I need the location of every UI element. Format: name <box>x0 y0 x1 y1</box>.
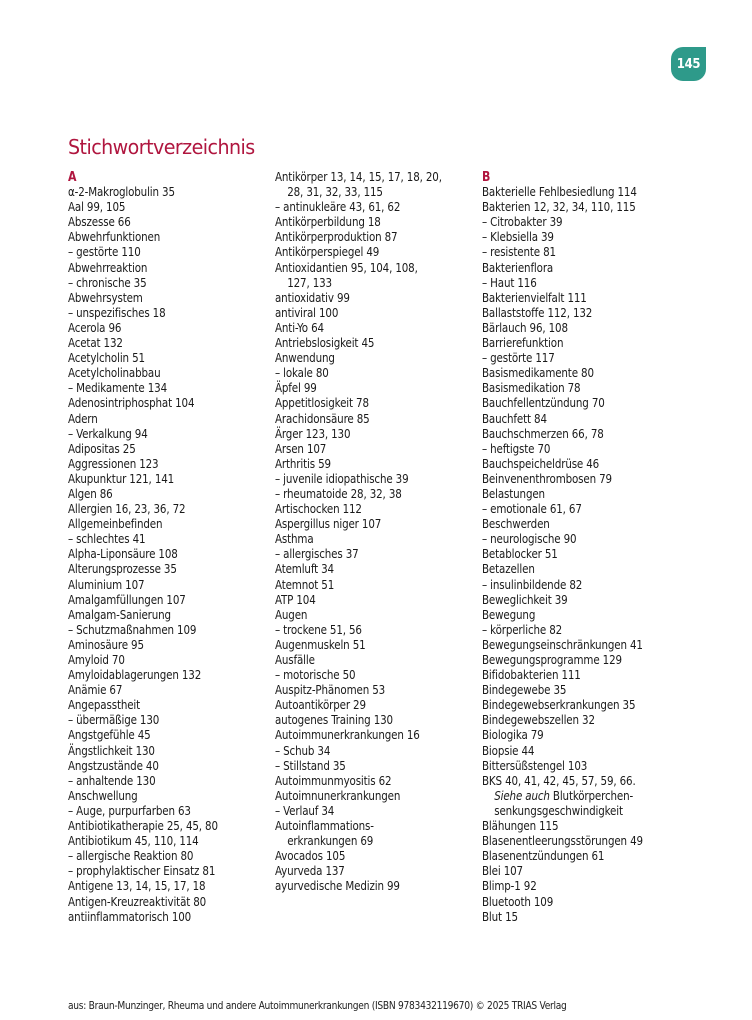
index-entry: Aspergillus niger 107 <box>275 517 382 532</box>
index-entry: ATP 104 <box>275 592 316 607</box>
index-subentry: – Medikamente 134 <box>68 381 256 396</box>
index-entry: Autoimmunerkrankungen 16 <box>275 728 420 743</box>
index-entry: Akupunktur 121, 141 <box>68 471 175 486</box>
index-entry: Bindegewebe 35 <box>482 683 567 698</box>
index-entry: Blasenentzündungen 61 <box>482 849 605 864</box>
index-entry: Avocados 105 <box>275 849 346 864</box>
index-entry-continuation: erkrankungen 69 <box>287 834 374 849</box>
index-entry: Artischocken 112 <box>275 502 362 517</box>
index-entry: Bauchfett 84 <box>482 411 547 426</box>
index-entry: Antibiotikatherapie 25, 45, 80 <box>68 819 218 834</box>
index-entry: Arachidonsäure 85 <box>275 411 370 426</box>
index-entry: Beweglichkeit 39 <box>482 592 568 607</box>
index-entry: Bakterien 12, 32, 34, 110, 115 <box>482 200 636 215</box>
index-entry: Bindegewebserkrankungen 35 <box>482 698 636 713</box>
index-entry: Algen 86 <box>68 486 113 501</box>
index-subentry: – chronische 35 <box>68 276 256 291</box>
index-entry: Bluetooth 109 <box>482 894 554 909</box>
index-entry: Blei 107 <box>482 864 523 879</box>
index-subentry: – motorische 50 <box>275 668 463 683</box>
index-entry-continuation: 28, 31, 32, 33, 115 <box>287 185 383 200</box>
index-subentry: – Klebsiella 39 <box>482 230 670 245</box>
index-entry: Betazellen <box>482 562 535 577</box>
index-subentry: – Verkalkung 94 <box>68 427 256 442</box>
index-column-1 <box>68 170 268 925</box>
index-entry: Allgemeinbefinden <box>68 517 163 532</box>
index-entry: Antikörperbildung 18 <box>275 215 381 230</box>
index-subentry: – trockene 51, 56 <box>275 623 463 638</box>
index-entry: Bewegung <box>482 607 536 622</box>
index-entry: Basismedikation 78 <box>482 381 581 396</box>
page-title: Stichwortverzeichnis <box>68 135 255 159</box>
index-subentry: – körperliche 82 <box>482 623 670 638</box>
index-entry: Anämie 67 <box>68 683 123 698</box>
index-entry: Antikörperspiegel 49 <box>275 245 380 260</box>
index-entry: Appetitlosigkeit 78 <box>275 396 369 411</box>
index-entry: Abwehrreaktion <box>68 260 148 275</box>
index-entry: Ausfälle <box>275 653 315 667</box>
index-entry: Beinvenenthrombosen 79 <box>482 471 612 486</box>
index-entry: Amalgamfüllungen 107 <box>68 592 186 607</box>
index-entry: Äpfel 99 <box>275 381 317 396</box>
index-entry: Ayurveda 137 <box>275 864 345 879</box>
index-entry: Blut 15 <box>482 909 518 924</box>
index-entry: Augenmuskeln 51 <box>275 637 366 652</box>
index-entry: Bärlauch 96, 108 <box>482 320 568 335</box>
index-entry: Betablocker 51 <box>482 547 558 562</box>
index-entry: Belastungen <box>482 486 545 501</box>
index-subentry: – Stillstand 35 <box>275 759 463 774</box>
index-entry: Autoimmunmyositis 62 <box>275 773 392 788</box>
index-entry: Acetylcholin 51 <box>68 351 145 366</box>
index-entry: Anti-Yo 64 <box>275 320 324 335</box>
index-entry: Antigen-Kreuzreaktivität 80 <box>68 894 207 909</box>
index-entry: Acetat 132 <box>68 336 123 351</box>
index-entry: Angstgefühle 45 <box>68 728 151 743</box>
index-subentry: – neurologische 90 <box>482 532 670 547</box>
index-entry: Amyloidablagerungen 132 <box>68 668 202 683</box>
index-entry: Blimp-1 92 <box>482 879 537 894</box>
index-entry: Antibiotikum 45, 110, 114 <box>68 834 199 849</box>
index-entry: Bauchfellentzündung 70 <box>482 396 605 411</box>
index-subentry: – juvenile idiopathische 39 <box>275 472 463 487</box>
index-subentry: – Citrobakter 39 <box>482 215 670 230</box>
index-subentry: – insulinbildende 82 <box>482 578 670 593</box>
index-entry: Antriebslosigkeit 45 <box>275 336 375 351</box>
index-entry: Aluminium 107 <box>68 577 145 592</box>
index-entry: Alpha-Liponsäure 108 <box>68 547 178 562</box>
see-also-target: Blutkörperchen- <box>549 788 634 803</box>
index-subentry: – prophylaktischer Einsatz 81 <box>68 864 256 879</box>
index-subentry: – Auge, purpurfarben 63 <box>68 804 256 819</box>
index-entry: Ballaststoffe 112, 132 <box>482 305 593 320</box>
index-entry: Bittersüßstengel 103 <box>482 758 588 773</box>
index-entry: Amalgam-Sanierung <box>68 607 171 622</box>
index-entry: Bakterienflora <box>482 260 554 275</box>
index-entry: Aminosäure 95 <box>68 637 144 652</box>
index-entry: Antikörperproduktion 87 <box>275 230 398 245</box>
index-subentry: – Haut 116 <box>482 276 670 291</box>
index-subentry: – Verlauf 34 <box>275 804 463 819</box>
index-subentry: – allergische Reaktion 80 <box>68 849 256 864</box>
index-entry: Adipositas 25 <box>68 441 136 456</box>
index-entry: Ärger 123, 130 <box>275 426 351 441</box>
index-subentry: – lokale 80 <box>275 366 463 381</box>
index-entry: Autoantikörper 29 <box>275 698 366 713</box>
index-entry: Bewegungsprogramme 129 <box>482 653 622 667</box>
index-entry: Bindegewebszellen 32 <box>482 713 595 728</box>
section-letter: B <box>482 170 491 185</box>
index-subentry: – Schutzmaßnahmen 109 <box>68 623 256 638</box>
index-subentry: – allergisches 37 <box>275 547 463 562</box>
index-entry: ayurvedische Medizin 99 <box>275 879 400 894</box>
index-entry-continuation: senkungsgeschwindigkeit <box>494 803 623 818</box>
index-entry: antiviral 100 <box>275 305 339 320</box>
index-entry: Bifidobakterien 111 <box>482 668 581 683</box>
index-entry: Ängstlichkeit 130 <box>68 743 155 758</box>
index-entry: Auspitz-Phänomen 53 <box>275 683 386 698</box>
index-entry: Augen <box>275 607 308 622</box>
index-entry: Arsen 107 <box>275 441 327 456</box>
index-subentry: – unspezifisches 18 <box>68 306 256 321</box>
index-subentry: – schlechtes 41 <box>68 532 256 547</box>
index-entry: Bauchspeicheldrüse 46 <box>482 456 600 471</box>
source-footer: aus: Braun-Munzinger, Rheuma und andere Autoimmunerkrankungen (ISBN 9783432119670) © 2025 TRIAS Verlag <box>68 999 567 1012</box>
index-entry: Alterungsprozesse 35 <box>68 562 177 577</box>
index-subentry: – gestörte 117 <box>482 351 670 366</box>
index-entry: antiinflammatorisch 100 <box>68 909 192 924</box>
index-entry: α-2-Makroglobulin 35 <box>68 185 175 200</box>
index-entry: autogenes Training 130 <box>275 713 393 728</box>
index-subentry: – emotionale 61, 67 <box>482 502 670 517</box>
index-entry: Atemluft 34 <box>275 562 334 577</box>
index-column-3 <box>482 170 682 925</box>
index-entry: Aal 99, 105 <box>68 200 126 215</box>
index-subentry: – heftigste 70 <box>482 442 670 457</box>
index-entry: Acetylcholinabbau <box>68 366 161 381</box>
index-entry: Adern <box>68 411 98 426</box>
index-entry: Barrierefunktion <box>482 336 564 351</box>
index-entry: Autoimnunerkrankungen <box>275 788 401 803</box>
index-entry: Abszesse 66 <box>68 215 131 230</box>
index-entry: Bauchschmerzen 66, 78 <box>482 426 604 441</box>
index-entry: Bakterienvielfalt 111 <box>482 290 587 305</box>
index-entry: Biologika 79 <box>482 728 544 743</box>
index-entry: Angepasstheit <box>68 698 141 713</box>
index-entry: Adenosintriphosphat 104 <box>68 396 195 411</box>
index-entry: Anwendung <box>275 351 335 366</box>
index-entry: Blähungen 115 <box>482 819 559 834</box>
index-entry: Bakterielle Fehlbesiedlung 114 <box>482 185 637 200</box>
section-letter: A <box>68 170 77 185</box>
index-entry: Aggressionen 123 <box>68 456 159 471</box>
index-column-2 <box>275 170 475 895</box>
index-entry: Beschwerden <box>482 517 550 532</box>
index-entry: Antigene 13, 14, 15, 17, 18 <box>68 879 206 894</box>
index-entry: Antikörper 13, 14, 15, 17, 18, 20, <box>275 170 442 184</box>
index-entry: BKS 40, 41, 42, 45, 57, 59, 66. <box>482 773 636 788</box>
index-entry: Antioxidantien 95, 104, 108, <box>275 260 418 275</box>
see-also-label: Siehe auch <box>494 788 550 803</box>
index-subentry: – übermäßige 130 <box>68 713 256 728</box>
index-entry: Allergien 16, 23, 36, 72 <box>68 502 186 517</box>
page-number-badge <box>671 47 706 81</box>
index-entry: antioxidativ 99 <box>275 290 350 305</box>
index-subentry: – rheumatoide 28, 32, 38 <box>275 487 463 502</box>
index-entry: Arthritis 59 <box>275 456 331 471</box>
page-number: 145 <box>676 56 701 72</box>
index-entry: Anschwellung <box>68 788 138 803</box>
index-entry: Abwehrsystem <box>68 290 143 305</box>
index-entry: Autoinflammations- <box>275 819 374 834</box>
index-entry-continuation: 127, 133 <box>287 275 332 290</box>
index-entry: Angstzustände 40 <box>68 758 159 773</box>
index-entry: Atemnot 51 <box>275 577 335 592</box>
index-entry: Abwehrfunktionen <box>68 230 161 245</box>
index-entry: Asthma <box>275 532 314 547</box>
index-subentry: – gestörte 110 <box>68 245 256 260</box>
index-subentry: – antinukleäre 43, 61, 62 <box>275 200 463 215</box>
index-entry: Biopsie 44 <box>482 743 535 758</box>
index-subentry: – Schub 34 <box>275 744 463 759</box>
index-subentry: – anhaltende 130 <box>68 774 256 789</box>
index-entry: Basismedikamente 80 <box>482 366 594 381</box>
index-subentry: – resistente 81 <box>482 245 670 260</box>
index-entry: Blasenentleerungsstörungen 49 <box>482 834 643 849</box>
index-see-also <box>482 789 670 804</box>
index-entry: Amyloid 70 <box>68 653 125 667</box>
index-entry: Bewegungseinschränkungen 41 <box>482 637 643 652</box>
index-entry: Acerola 96 <box>68 320 122 335</box>
